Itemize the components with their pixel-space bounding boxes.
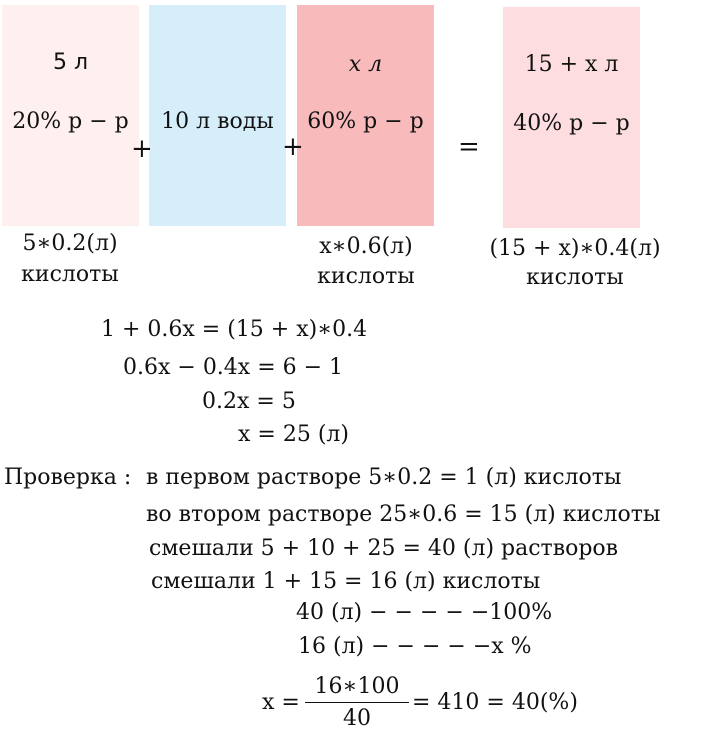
check-label: Проверка : (4, 465, 132, 490)
plus-operator-1: + (131, 134, 153, 164)
final-fraction (305, 676, 409, 730)
box3-acid-amount: x∗0.6(л) (319, 234, 413, 259)
final-numerator: 16∗100 (305, 676, 409, 703)
box4-acid-label: кислоты (526, 265, 624, 290)
equation-line-4: x = 25 (л) (238, 422, 349, 447)
box4-volume: 15 + x л (524, 52, 619, 77)
check-line-2: во втором растворе 25∗0.6 = 15 (л) кислоты (146, 502, 661, 527)
final-denominator: 40 (343, 706, 371, 731)
box1-acid-label: кислоты (21, 262, 119, 287)
box3-concentration: 60% р − р (307, 109, 424, 134)
final-rhs: = 410 = 40(%) (412, 690, 578, 715)
box4-concentration: 40% р − р (513, 111, 630, 136)
proportion-line-1: 40 (л) − − − − −100% (296, 600, 553, 625)
check-line-3: смешали 5 + 10 + 25 = 40 (л) растворов (149, 536, 619, 561)
check-line-4: смешали 1 + 15 = 16 (л) кислоты (151, 569, 541, 594)
box3-acid-label: кислоты (317, 264, 415, 289)
box3-volume: x л (348, 52, 383, 77)
equation-line-2: 0.6x − 0.4x = 6 − 1 (123, 355, 344, 380)
box1-volume: 5 л (52, 50, 89, 75)
box1-concentration: 20% р − р (12, 109, 129, 134)
proportion-line-2: 16 (л) − − − − −x % (298, 634, 532, 659)
equation-line-3: 0.2x = 5 (202, 389, 296, 414)
check-line-1: в первом растворе 5∗0.2 = 1 (л) кислоты (146, 465, 622, 490)
box4-acid-amount: (15 + x)∗0.4(л) (489, 236, 661, 261)
box2-water: 10 л воды (161, 109, 274, 134)
final-lhs: x = (262, 690, 300, 715)
equals-operator: = (458, 132, 480, 162)
equation-line-1: 1 + 0.6x = (15 + x)∗0.4 (101, 317, 368, 342)
plus-operator-2: + (282, 132, 304, 162)
box1-acid-amount: 5∗0.2(л) (22, 231, 118, 256)
